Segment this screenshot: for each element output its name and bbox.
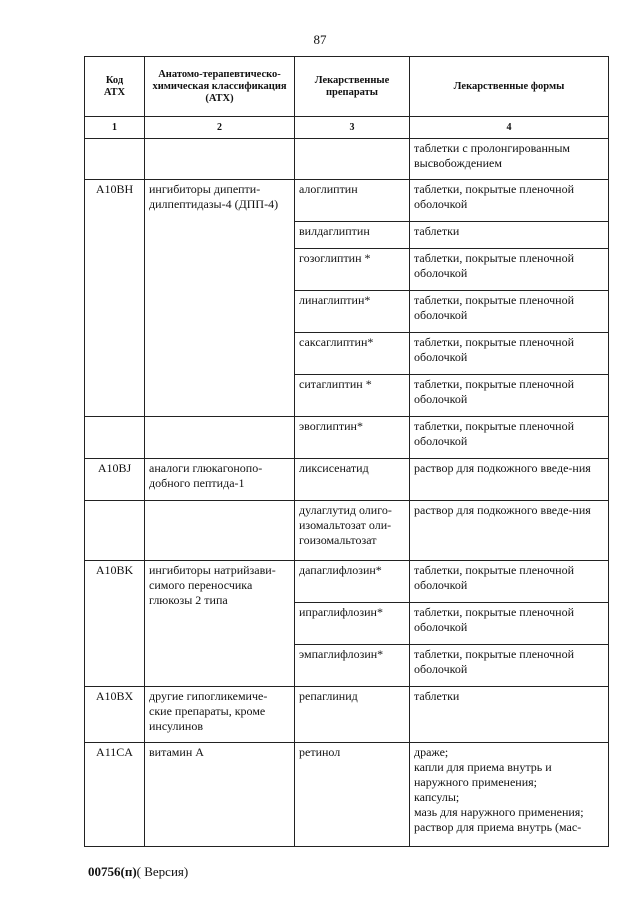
footer-version: ( Версия) (136, 864, 189, 879)
column-number: 1 (85, 117, 145, 139)
column-header-drugs: Лекарственные препараты (295, 57, 410, 117)
drug-cell: ликсисенатид (295, 459, 410, 501)
column-number: 4 (410, 117, 609, 139)
classification-cell: ингибиторы натрийзави-симого переносчика глюкозы 2 типа (145, 561, 295, 687)
table-row (85, 417, 609, 459)
table-row (85, 180, 609, 222)
form-cell: таблетки, покрытые пленочной оболочкой (410, 375, 609, 417)
table-row (85, 501, 609, 561)
atx-code-cell: A10BX (85, 687, 145, 743)
atx-code-cell: A10BJ (85, 459, 145, 501)
classification-cell (145, 139, 295, 180)
table-row (85, 743, 609, 847)
form-cell: таблетки, покрытые пленочной оболочкой (410, 180, 609, 222)
drug-cell: линаглиптин* (295, 291, 410, 333)
form-cell: таблетки, покрытые пленочной оболочкой (410, 333, 609, 375)
column-header-forms: Лекарственные формы (410, 57, 609, 117)
form-cell: таблетки, покрытые пленочной оболочкой (410, 417, 609, 459)
form-cell: таблетки, покрытые пленочной оболочкой (410, 291, 609, 333)
form-cell: таблетки, покрытые пленочной оболочкой (410, 645, 609, 687)
column-header-classification: Анатомо-терапевтическо- химическая классификация (АТХ) (145, 57, 295, 117)
drug-cell: эмпаглифлозин* (295, 645, 410, 687)
atx-code-cell (85, 501, 145, 561)
drug-cell: эвоглиптин* (295, 417, 410, 459)
classification-cell (145, 417, 295, 459)
drug-cell: репаглинид (295, 687, 410, 743)
table-row (85, 561, 609, 603)
atx-code-cell (85, 417, 145, 459)
column-header-code: Код АТХ (85, 57, 145, 117)
classification-cell: другие гипогликемиче-ские препараты, кроме инсулинов (145, 687, 295, 743)
form-cell: таблетки, покрытые пленочной оболочкой (410, 249, 609, 291)
classification-cell: витамин А (145, 743, 295, 847)
drug-cell: саксаглиптин* (295, 333, 410, 375)
column-number: 2 (145, 117, 295, 139)
drug-cell (295, 139, 410, 180)
atx-table (84, 56, 609, 847)
form-cell: таблетки, покрытые пленочной оболочкой (410, 561, 609, 603)
atx-code-cell: A10BK (85, 561, 145, 687)
atx-code-cell (85, 139, 145, 180)
classification-cell (145, 501, 295, 561)
table-row (85, 687, 609, 743)
classification-cell: аналоги глюкагонопо-добного пептида-1 (145, 459, 295, 501)
classification-cell: ингибиторы дипепти-дилпептидазы-4 (ДПП-4) (145, 180, 295, 417)
drug-cell: гозоглиптин * (295, 249, 410, 291)
footer-code: 00756(п) (88, 864, 137, 879)
table-row (85, 459, 609, 501)
drug-cell: дулаглутид олиго-изомальтозат оли-гоизомальтозат (295, 501, 410, 561)
table-row (85, 139, 609, 180)
drug-cell: дапаглифлозин* (295, 561, 410, 603)
form-cell: драже; капли для приема внутрь и наружного применения; капсулы; мазь для наружного применения; раствор для приема внутрь (мас- (410, 743, 609, 847)
footer (88, 864, 188, 880)
drug-cell: алоглиптин (295, 180, 410, 222)
form-cell: раствор для подкожного введе-ния (410, 459, 609, 501)
drug-cell: ипраглифлозин* (295, 603, 410, 645)
form-cell: таблетки (410, 222, 609, 249)
drug-cell: ретинол (295, 743, 410, 847)
form-cell: таблетки (410, 687, 609, 743)
drug-cell: вилдаглиптин (295, 222, 410, 249)
form-cell: таблетки, покрытые пленочной оболочкой (410, 603, 609, 645)
column-number: 3 (295, 117, 410, 139)
page-number: 87 (313, 32, 327, 47)
drug-cell: ситаглиптин * (295, 375, 410, 417)
atx-code-cell: A10BH (85, 180, 145, 417)
atx-code-cell: A11CA (85, 743, 145, 847)
form-cell: таблетки с пролонгированным высвобождением (410, 139, 609, 180)
form-cell: раствор для подкожного введе-ния (410, 501, 609, 561)
